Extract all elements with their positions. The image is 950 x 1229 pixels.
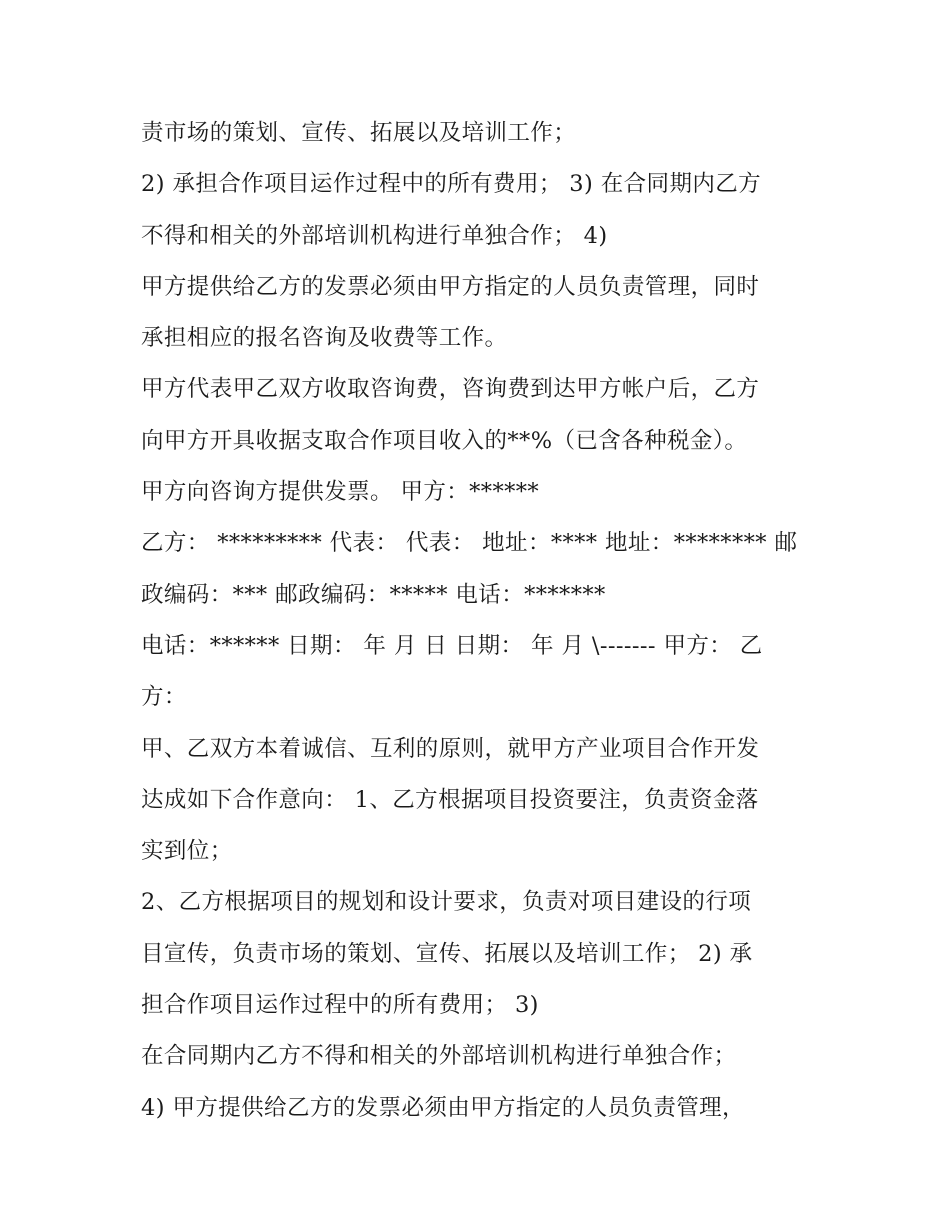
text-line: 实到位； bbox=[141, 838, 233, 865]
text-line: 责市场的策划、宣传、拓展以及培训工作； bbox=[141, 120, 577, 146]
text-line: 不得和相关的外部培训机构进行单独合作； 4) bbox=[141, 222, 608, 249]
text-line: 在合同期内乙方不得和相关的外部培训机构进行单独合作； bbox=[141, 1043, 737, 1070]
text-line: 甲、乙双方本着诚信、互利的原则，就甲方产业项目合作开发 bbox=[141, 735, 760, 762]
text-line: 2) 承担合作项目运作过程中的所有费用； 3) 在合同期内乙方 bbox=[141, 171, 762, 198]
document-body bbox=[141, 108, 821, 1134]
text-line: 达成如下合作意向： 1、乙方根据项目投资要注，负责资金落 bbox=[141, 786, 759, 813]
text-line: 甲方代表甲乙双方收取咨询费，咨询费到达甲方帐户后，乙方 bbox=[141, 376, 760, 403]
text-line: 担合作项目运作过程中的所有费用； 3) bbox=[141, 992, 539, 1019]
text-line: 甲方提供给乙方的发票必须由甲方指定的人员负责管理，同时 bbox=[141, 273, 760, 300]
text-line: 政编码：*** 邮政编码：***** 电话：******* bbox=[141, 581, 606, 608]
text-line: 方： bbox=[141, 684, 187, 711]
text-line: 目宣传，负责市场的策划、宣传、拓展以及培训工作； 2) 承 bbox=[141, 940, 753, 967]
text-line: 承担相应的报名咨询及收费等工作。 bbox=[141, 325, 508, 352]
text-line: 电话：****** 日期： 年 月 日 日期： 年 月 \------- 甲方： 乙 bbox=[141, 632, 763, 659]
text-line: 4) 甲方提供给乙方的发票必须由甲方指定的人员负责管理， bbox=[141, 1094, 745, 1121]
text-line: 甲方向咨询方提供发票。 甲方：****** bbox=[141, 479, 540, 506]
text-line: 2、乙方根据项目的规划和设计要求，负责对项目建设的行项 bbox=[141, 889, 752, 916]
text-line: 向甲方开具收据支取合作项目收入的**%（已含各种税金）。 bbox=[141, 427, 748, 454]
text-line: 乙方： ********* 代表： 代表： 地址：**** 地址：******** 邮 bbox=[141, 530, 798, 557]
